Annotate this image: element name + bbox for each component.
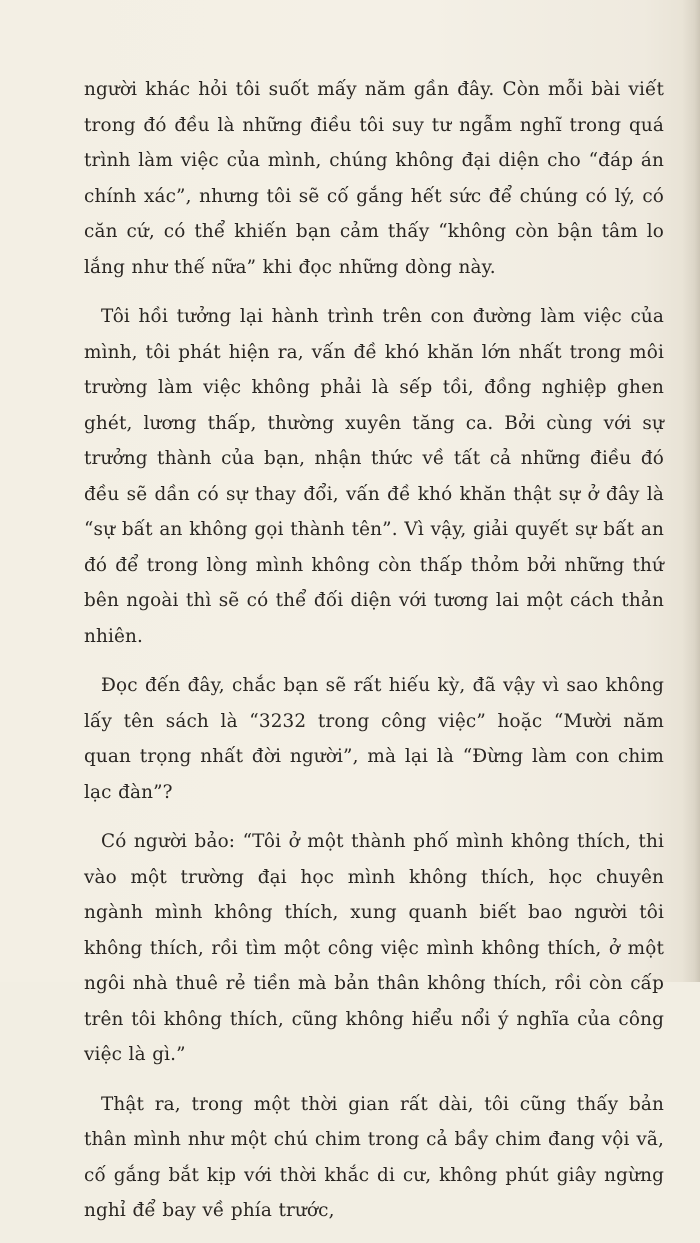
paragraph-2: Tôi hồi tưởng lại hành trình trên con đường làm việc của mình, tôi phát hiện ra, vấn đề khó khăn lớn nhất trong môi trường làm việc không phải là sếp tồi, đồng nghiệp ghen ghét, lương thấp, thường xuyên tăng ca. Bởi cùng với sự trưởng thành của bạn, nhận thức về tất cả những điều đó đều sẽ dần có sự thay đổi, vấn đề khó khăn thật sự ở đây là “sự bất an không gọi thành tên”. Vì vậy, giải quyết sự bất an đó để trong lòng mình không còn thấp thỏm bởi những thứ bên ngoài thì sẽ có thể đối diện với tương lai một cách thản nhiên. — [84, 306, 664, 647]
page-edge-shadow — [682, 0, 700, 982]
paragraph-3: Đọc đến đây, chắc bạn sẽ rất hiếu kỳ, đã vậy vì sao không lấy tên sách là “3232 trong công việc” hoặc “Mười năm quan trọng nhất đời người”, mà lại là “Đừng làm con chim lạc đàn”? — [84, 675, 664, 803]
paragraph-1: người khác hỏi tôi suốt mấy năm gần đây. Còn mỗi bài viết trong đó đều là những điều tôi suy tư ngẫm nghĩ trong quá trình làm việc của mình, chúng không đại diện cho “đáp án chính xác”, nhưng tôi sẽ cố gắng hết sức để chúng có lý, có căn cứ, có thể khiến bạn cảm thấy “không còn bận tâm lo lắng như thế nữa” khi đọc những dòng này. — [84, 79, 664, 278]
paragraph-4: Có người bảo: “Tôi ở một thành phố mình không thích, thi vào một trường đại học mình không thích, học chuyên ngành mình không thích, xung quanh biết bao người tôi không thích, rồi tìm một công việc mình không thích, ở một ngôi nhà thuê rẻ tiền mà bản thân không thích, rồi còn cấp trên tôi không thích, cũng không hiểu nổi ý nghĩa của công việc là gì.” — [84, 831, 664, 1065]
body-text — [84, 72, 664, 1243]
paragraph-5: Thật ra, trong một thời gian rất dài, tôi cũng thấy bản thân mình như một chú chim trong cả bầy chim đang vội vã, cố gắng bắt kịp với thời khắc di cư, không phút giây ngừng nghỉ để bay về phía trước, — [84, 1093, 664, 1221]
